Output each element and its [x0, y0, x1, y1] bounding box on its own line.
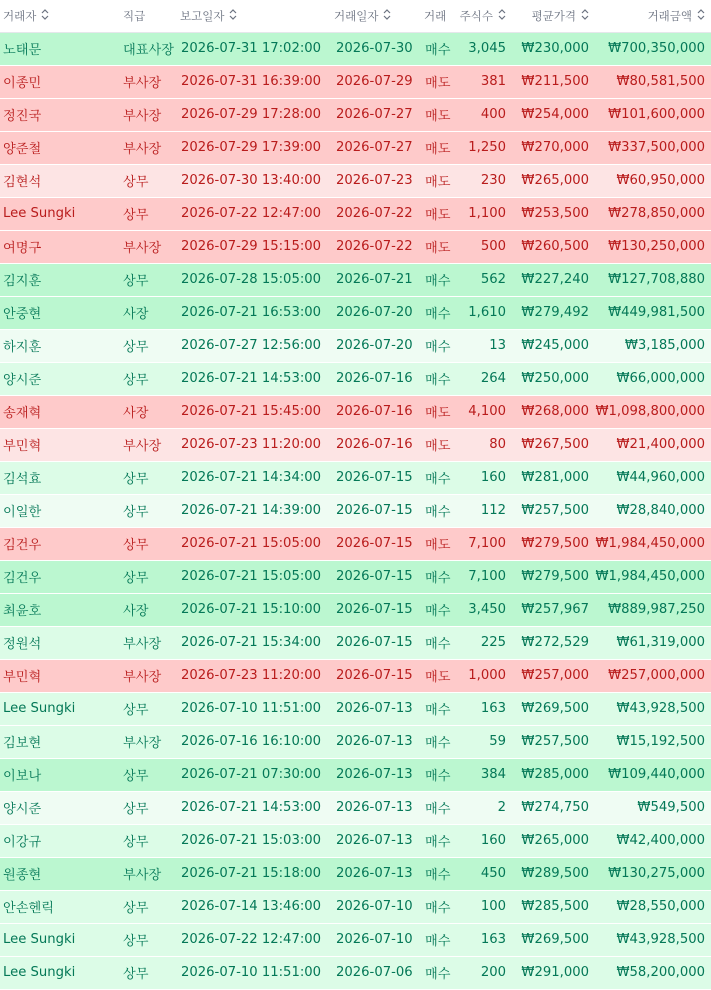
- cell-shares: 7,100: [457, 560, 512, 593]
- cell-shares: 225: [457, 626, 512, 659]
- cell-avg-price: ₩257,500: [512, 494, 595, 527]
- sort-icon[interactable]: [41, 9, 49, 23]
- cell-trade-type: 매수: [421, 923, 457, 956]
- cell-shares: 4,100: [457, 395, 512, 428]
- cell-position: 부사장: [120, 857, 177, 890]
- cell-position: 상무: [120, 956, 177, 989]
- cell-position: 상무: [120, 692, 177, 725]
- cell-amount: ₩42,400,000: [595, 824, 711, 857]
- column-header-report-date[interactable]: [177, 0, 331, 32]
- cell-trade-type: 매도: [421, 65, 457, 98]
- table-row[interactable]: [0, 725, 711, 758]
- cell-position: 부사장: [120, 98, 177, 131]
- cell-report-date: 2026-07-10 11:51:00: [177, 692, 331, 725]
- table-row[interactable]: [0, 758, 711, 791]
- cell-report-date: 2026-07-21 16:53:00: [177, 296, 331, 329]
- table-row[interactable]: [0, 923, 711, 956]
- cell-amount: ₩43,928,500: [595, 923, 711, 956]
- cell-amount: ₩109,440,000: [595, 758, 711, 791]
- cell-position: 대표사장: [120, 32, 177, 65]
- cell-avg-price: ₩257,967: [512, 593, 595, 626]
- cell-position: 부사장: [120, 131, 177, 164]
- cell-position: 상무: [120, 164, 177, 197]
- cell-report-date: 2026-07-21 14:34:00: [177, 461, 331, 494]
- cell-shares: 163: [457, 923, 512, 956]
- table-row[interactable]: [0, 527, 711, 560]
- cell-trader: 이종민: [0, 65, 120, 98]
- table-row[interactable]: [0, 197, 711, 230]
- table-row[interactable]: [0, 494, 711, 527]
- cell-amount: ₩43,928,500: [595, 692, 711, 725]
- column-header-amount[interactable]: [595, 0, 711, 32]
- cell-trade-date: 2026-07-20: [331, 329, 421, 362]
- cell-trade-date: 2026-07-15: [331, 659, 421, 692]
- cell-trade-type: 매도: [421, 428, 457, 461]
- cell-avg-price: ₩281,000: [512, 461, 595, 494]
- cell-position: 상무: [120, 791, 177, 824]
- table-row[interactable]: [0, 131, 711, 164]
- table-row[interactable]: [0, 395, 711, 428]
- cell-position: 상무: [120, 362, 177, 395]
- cell-trader: 김보현: [0, 725, 120, 758]
- cell-amount: ₩58,200,000: [595, 956, 711, 989]
- cell-trader: 김석효: [0, 461, 120, 494]
- cell-avg-price: ₩279,500: [512, 527, 595, 560]
- cell-amount: ₩549,500: [595, 791, 711, 824]
- cell-position: 부사장: [120, 659, 177, 692]
- cell-position: 부사장: [120, 428, 177, 461]
- cell-shares: 163: [457, 692, 512, 725]
- cell-trader: 이일한: [0, 494, 120, 527]
- cell-trade-date: 2026-07-30: [331, 32, 421, 65]
- table-row[interactable]: [0, 98, 711, 131]
- column-header-shares[interactable]: [457, 0, 512, 32]
- cell-trade-type: 매수: [421, 956, 457, 989]
- cell-amount: ₩21,400,000: [595, 428, 711, 461]
- table-row[interactable]: [0, 230, 711, 263]
- column-header-trader[interactable]: [0, 0, 120, 32]
- cell-report-date: 2026-07-21 14:53:00: [177, 791, 331, 824]
- cell-trade-date: 2026-07-15: [331, 527, 421, 560]
- cell-trader: Lee Sungki: [0, 692, 120, 725]
- cell-shares: 1,000: [457, 659, 512, 692]
- cell-trader: 부민혁: [0, 428, 120, 461]
- cell-trade-type: 매수: [421, 890, 457, 923]
- cell-shares: 450: [457, 857, 512, 890]
- cell-avg-price: ₩257,000: [512, 659, 595, 692]
- column-header-position: [120, 0, 177, 32]
- table-row[interactable]: [0, 626, 711, 659]
- cell-trade-type: 매수: [421, 461, 457, 494]
- cell-avg-price: ₩250,000: [512, 362, 595, 395]
- cell-shares: 7,100: [457, 527, 512, 560]
- cell-avg-price: ₩267,500: [512, 428, 595, 461]
- cell-report-date: 2026-07-22 12:47:00: [177, 197, 331, 230]
- cell-trade-date: 2026-07-13: [331, 692, 421, 725]
- cell-avg-price: ₩269,500: [512, 923, 595, 956]
- cell-report-date: 2026-07-28 15:05:00: [177, 263, 331, 296]
- cell-trade-date: 2026-07-22: [331, 197, 421, 230]
- cell-position: 상무: [120, 923, 177, 956]
- cell-trade-date: 2026-07-15: [331, 593, 421, 626]
- column-header-label: 거래금액: [647, 8, 692, 23]
- cell-report-date: 2026-07-29 17:39:00: [177, 131, 331, 164]
- cell-report-date: 2026-07-29 15:15:00: [177, 230, 331, 263]
- cell-trade-type: 매도: [421, 527, 457, 560]
- cell-report-date: 2026-07-23 11:20:00: [177, 428, 331, 461]
- cell-position: 사장: [120, 593, 177, 626]
- cell-shares: 160: [457, 461, 512, 494]
- cell-avg-price: ₩265,000: [512, 824, 595, 857]
- cell-position: 상무: [120, 461, 177, 494]
- cell-shares: 59: [457, 725, 512, 758]
- cell-amount: ₩15,192,500: [595, 725, 711, 758]
- cell-report-date: 2026-07-22 12:47:00: [177, 923, 331, 956]
- cell-amount: ₩257,000,000: [595, 659, 711, 692]
- cell-report-date: 2026-07-14 13:46:00: [177, 890, 331, 923]
- column-header-label: 주식수: [459, 8, 493, 23]
- table-row[interactable]: [0, 329, 711, 362]
- cell-trade-type: 매수: [421, 329, 457, 362]
- cell-amount: ₩66,000,000: [595, 362, 711, 395]
- cell-position: 부사장: [120, 230, 177, 263]
- cell-position: 상무: [120, 197, 177, 230]
- cell-trade-date: 2026-07-16: [331, 362, 421, 395]
- cell-shares: 160: [457, 824, 512, 857]
- cell-trader: 하지훈: [0, 329, 120, 362]
- sort-icon[interactable]: [229, 9, 237, 23]
- cell-position: 부사장: [120, 65, 177, 98]
- cell-shares: 80: [457, 428, 512, 461]
- cell-trade-type: 매수: [421, 560, 457, 593]
- cell-shares: 562: [457, 263, 512, 296]
- cell-trade-type: 매수: [421, 824, 457, 857]
- cell-trade-type: 매수: [421, 296, 457, 329]
- cell-trader: 정원석: [0, 626, 120, 659]
- cell-trade-date: 2026-07-27: [331, 131, 421, 164]
- sort-icon[interactable]: [581, 9, 589, 23]
- cell-avg-price: ₩274,750: [512, 791, 595, 824]
- cell-avg-price: ₩227,240: [512, 263, 595, 296]
- cell-amount: ₩700,350,000: [595, 32, 711, 65]
- column-header-type: [421, 0, 457, 32]
- cell-trade-type: 매수: [421, 725, 457, 758]
- sort-icon[interactable]: [383, 9, 391, 23]
- table-row[interactable]: [0, 164, 711, 197]
- cell-report-date: 2026-07-31 16:39:00: [177, 65, 331, 98]
- table-row[interactable]: [0, 692, 711, 725]
- table-row[interactable]: [0, 461, 711, 494]
- cell-trade-type: 매도: [421, 230, 457, 263]
- cell-avg-price: ₩254,000: [512, 98, 595, 131]
- cell-avg-price: ₩291,000: [512, 956, 595, 989]
- column-header-avg-price[interactable]: [512, 0, 595, 32]
- cell-trade-date: 2026-07-16: [331, 395, 421, 428]
- table-row[interactable]: [0, 263, 711, 296]
- cell-avg-price: ₩211,500: [512, 65, 595, 98]
- cell-trader: 양시준: [0, 791, 120, 824]
- cell-amount: ₩130,250,000: [595, 230, 711, 263]
- cell-amount: ₩127,708,880: [595, 263, 711, 296]
- cell-report-date: 2026-07-23 11:20:00: [177, 659, 331, 692]
- cell-avg-price: ₩245,000: [512, 329, 595, 362]
- cell-trade-date: 2026-07-06: [331, 956, 421, 989]
- cell-trade-date: 2026-07-10: [331, 923, 421, 956]
- cell-avg-price: ₩289,500: [512, 857, 595, 890]
- cell-shares: 384: [457, 758, 512, 791]
- cell-trade-type: 매수: [421, 626, 457, 659]
- cell-amount: ₩278,850,000: [595, 197, 711, 230]
- cell-shares: 1,250: [457, 131, 512, 164]
- cell-trader: 안중현: [0, 296, 120, 329]
- cell-report-date: 2026-07-10 11:51:00: [177, 956, 331, 989]
- column-header-label: 거래자: [3, 8, 37, 23]
- cell-trader: 김건우: [0, 527, 120, 560]
- sort-icon[interactable]: [498, 9, 506, 23]
- cell-report-date: 2026-07-21 15:05:00: [177, 527, 331, 560]
- cell-trader: 최윤호: [0, 593, 120, 626]
- cell-trader: 노태문: [0, 32, 120, 65]
- cell-position: 상무: [120, 890, 177, 923]
- cell-amount: ₩60,950,000: [595, 164, 711, 197]
- cell-position: 부사장: [120, 626, 177, 659]
- cell-amount: ₩1,984,450,000: [595, 560, 711, 593]
- cell-trade-date: 2026-07-22: [331, 230, 421, 263]
- cell-avg-price: ₩257,500: [512, 725, 595, 758]
- cell-trade-type: 매수: [421, 857, 457, 890]
- cell-trade-date: 2026-07-15: [331, 560, 421, 593]
- cell-trade-date: 2026-07-13: [331, 824, 421, 857]
- cell-amount: ₩28,840,000: [595, 494, 711, 527]
- table-row[interactable]: [0, 560, 711, 593]
- cell-report-date: 2026-07-27 12:56:00: [177, 329, 331, 362]
- cell-report-date: 2026-07-21 15:05:00: [177, 560, 331, 593]
- cell-avg-price: ₩270,000: [512, 131, 595, 164]
- cell-trade-date: 2026-07-27: [331, 98, 421, 131]
- cell-trade-date: 2026-07-21: [331, 263, 421, 296]
- cell-shares: 3,450: [457, 593, 512, 626]
- cell-trader: 송재혁: [0, 395, 120, 428]
- cell-report-date: 2026-07-21 15:03:00: [177, 824, 331, 857]
- cell-report-date: 2026-07-21 15:34:00: [177, 626, 331, 659]
- cell-amount: ₩3,185,000: [595, 329, 711, 362]
- cell-amount: ₩44,960,000: [595, 461, 711, 494]
- table-row[interactable]: [0, 890, 711, 923]
- column-header-label: 평균가격: [531, 8, 576, 23]
- table-row[interactable]: [0, 791, 711, 824]
- cell-trade-type: 매도: [421, 197, 457, 230]
- cell-trade-type: 매수: [421, 32, 457, 65]
- cell-shares: 230: [457, 164, 512, 197]
- cell-report-date: 2026-07-21 15:45:00: [177, 395, 331, 428]
- cell-trader: 이보나: [0, 758, 120, 791]
- table-row[interactable]: [0, 659, 711, 692]
- cell-trader: Lee Sungki: [0, 956, 120, 989]
- cell-avg-price: ₩260,500: [512, 230, 595, 263]
- cell-trader: 부민혁: [0, 659, 120, 692]
- cell-shares: 100: [457, 890, 512, 923]
- cell-trade-date: 2026-07-15: [331, 494, 421, 527]
- cell-position: 상무: [120, 329, 177, 362]
- cell-report-date: 2026-07-21 07:30:00: [177, 758, 331, 791]
- table-row[interactable]: [0, 824, 711, 857]
- cell-trader: 안손헨릭: [0, 890, 120, 923]
- cell-report-date: 2026-07-30 13:40:00: [177, 164, 331, 197]
- column-header-label: 거래: [424, 8, 447, 23]
- cell-amount: ₩130,275,000: [595, 857, 711, 890]
- cell-trader: 김현석: [0, 164, 120, 197]
- cell-report-date: 2026-07-21 15:18:00: [177, 857, 331, 890]
- cell-amount: ₩80,581,500: [595, 65, 711, 98]
- cell-trade-date: 2026-07-20: [331, 296, 421, 329]
- table-header-row: [0, 0, 711, 32]
- table-row[interactable]: [0, 857, 711, 890]
- table-row[interactable]: [0, 296, 711, 329]
- cell-trade-type: 매도: [421, 131, 457, 164]
- column-header-label: 보고일자: [180, 8, 225, 23]
- cell-amount: ₩1,098,800,000: [595, 395, 711, 428]
- cell-amount: ₩101,600,000: [595, 98, 711, 131]
- cell-shares: 400: [457, 98, 512, 131]
- table-row[interactable]: [0, 956, 711, 989]
- cell-trade-type: 매도: [421, 395, 457, 428]
- cell-trade-date: 2026-07-16: [331, 428, 421, 461]
- cell-report-date: 2026-07-21 14:39:00: [177, 494, 331, 527]
- cell-trade-type: 매수: [421, 362, 457, 395]
- column-header-label: 거래일자: [334, 8, 379, 23]
- cell-position: 사장: [120, 296, 177, 329]
- cell-report-date: 2026-07-29 17:28:00: [177, 98, 331, 131]
- cell-shares: 264: [457, 362, 512, 395]
- table-row[interactable]: [0, 593, 711, 626]
- cell-trader: Lee Sungki: [0, 923, 120, 956]
- cell-report-date: 2026-07-16 16:10:00: [177, 725, 331, 758]
- cell-trade-type: 매수: [421, 692, 457, 725]
- cell-position: 상무: [120, 494, 177, 527]
- cell-trader: Lee Sungki: [0, 197, 120, 230]
- cell-shares: 1,610: [457, 296, 512, 329]
- table-row[interactable]: [0, 428, 711, 461]
- cell-shares: 13: [457, 329, 512, 362]
- cell-shares: 200: [457, 956, 512, 989]
- cell-trade-type: 매수: [421, 758, 457, 791]
- cell-shares: 2: [457, 791, 512, 824]
- cell-avg-price: ₩285,500: [512, 890, 595, 923]
- cell-position: 사장: [120, 395, 177, 428]
- cell-avg-price: ₩268,000: [512, 395, 595, 428]
- table-row[interactable]: [0, 32, 711, 65]
- cell-amount: ₩1,984,450,000: [595, 527, 711, 560]
- cell-trade-date: 2026-07-13: [331, 791, 421, 824]
- cell-trade-type: 매수: [421, 791, 457, 824]
- cell-amount: ₩61,319,000: [595, 626, 711, 659]
- cell-trade-type: 매수: [421, 263, 457, 296]
- cell-trader: 이강규: [0, 824, 120, 857]
- cell-position: 상무: [120, 527, 177, 560]
- cell-trader: 원종현: [0, 857, 120, 890]
- column-header-trade-date[interactable]: [331, 0, 421, 32]
- cell-shares: 500: [457, 230, 512, 263]
- cell-trade-date: 2026-07-10: [331, 890, 421, 923]
- cell-trade-date: 2026-07-15: [331, 626, 421, 659]
- cell-amount: ₩28,550,000: [595, 890, 711, 923]
- cell-report-date: 2026-07-21 14:53:00: [177, 362, 331, 395]
- cell-trade-date: 2026-07-29: [331, 65, 421, 98]
- cell-trade-type: 매도: [421, 164, 457, 197]
- cell-trader: 양준철: [0, 131, 120, 164]
- cell-trader: 여명구: [0, 230, 120, 263]
- column-header-label: 직급: [123, 8, 146, 23]
- cell-avg-price: ₩230,000: [512, 32, 595, 65]
- cell-trade-date: 2026-07-13: [331, 725, 421, 758]
- cell-report-date: 2026-07-31 17:02:00: [177, 32, 331, 65]
- cell-trade-date: 2026-07-13: [331, 857, 421, 890]
- cell-avg-price: ₩269,500: [512, 692, 595, 725]
- cell-trader: 양시준: [0, 362, 120, 395]
- cell-position: 상무: [120, 560, 177, 593]
- table-row[interactable]: [0, 65, 711, 98]
- cell-trade-type: 매수: [421, 494, 457, 527]
- cell-amount: ₩889,987,250: [595, 593, 711, 626]
- cell-avg-price: ₩272,529: [512, 626, 595, 659]
- cell-shares: 1,100: [457, 197, 512, 230]
- cell-avg-price: ₩279,500: [512, 560, 595, 593]
- sort-icon[interactable]: [697, 9, 705, 23]
- cell-trader: 김지훈: [0, 263, 120, 296]
- cell-trade-type: 매도: [421, 98, 457, 131]
- table-row[interactable]: [0, 362, 711, 395]
- cell-trade-date: 2026-07-15: [331, 461, 421, 494]
- cell-position: 상무: [120, 263, 177, 296]
- cell-amount: ₩337,500,000: [595, 131, 711, 164]
- cell-shares: 3,045: [457, 32, 512, 65]
- cell-position: 부사장: [120, 725, 177, 758]
- cell-amount: ₩449,981,500: [595, 296, 711, 329]
- cell-avg-price: ₩285,000: [512, 758, 595, 791]
- cell-trader: 정진국: [0, 98, 120, 131]
- cell-trade-type: 매수: [421, 593, 457, 626]
- cell-shares: 381: [457, 65, 512, 98]
- cell-report-date: 2026-07-21 15:10:00: [177, 593, 331, 626]
- cell-avg-price: ₩265,000: [512, 164, 595, 197]
- cell-trader: 김건우: [0, 560, 120, 593]
- cell-trade-date: 2026-07-13: [331, 758, 421, 791]
- cell-position: 상무: [120, 758, 177, 791]
- cell-shares: 112: [457, 494, 512, 527]
- cell-trade-date: 2026-07-23: [331, 164, 421, 197]
- cell-avg-price: ₩279,492: [512, 296, 595, 329]
- table-body: [0, 32, 711, 989]
- cell-trade-type: 매도: [421, 659, 457, 692]
- cell-position: 상무: [120, 824, 177, 857]
- cell-avg-price: ₩253,500: [512, 197, 595, 230]
